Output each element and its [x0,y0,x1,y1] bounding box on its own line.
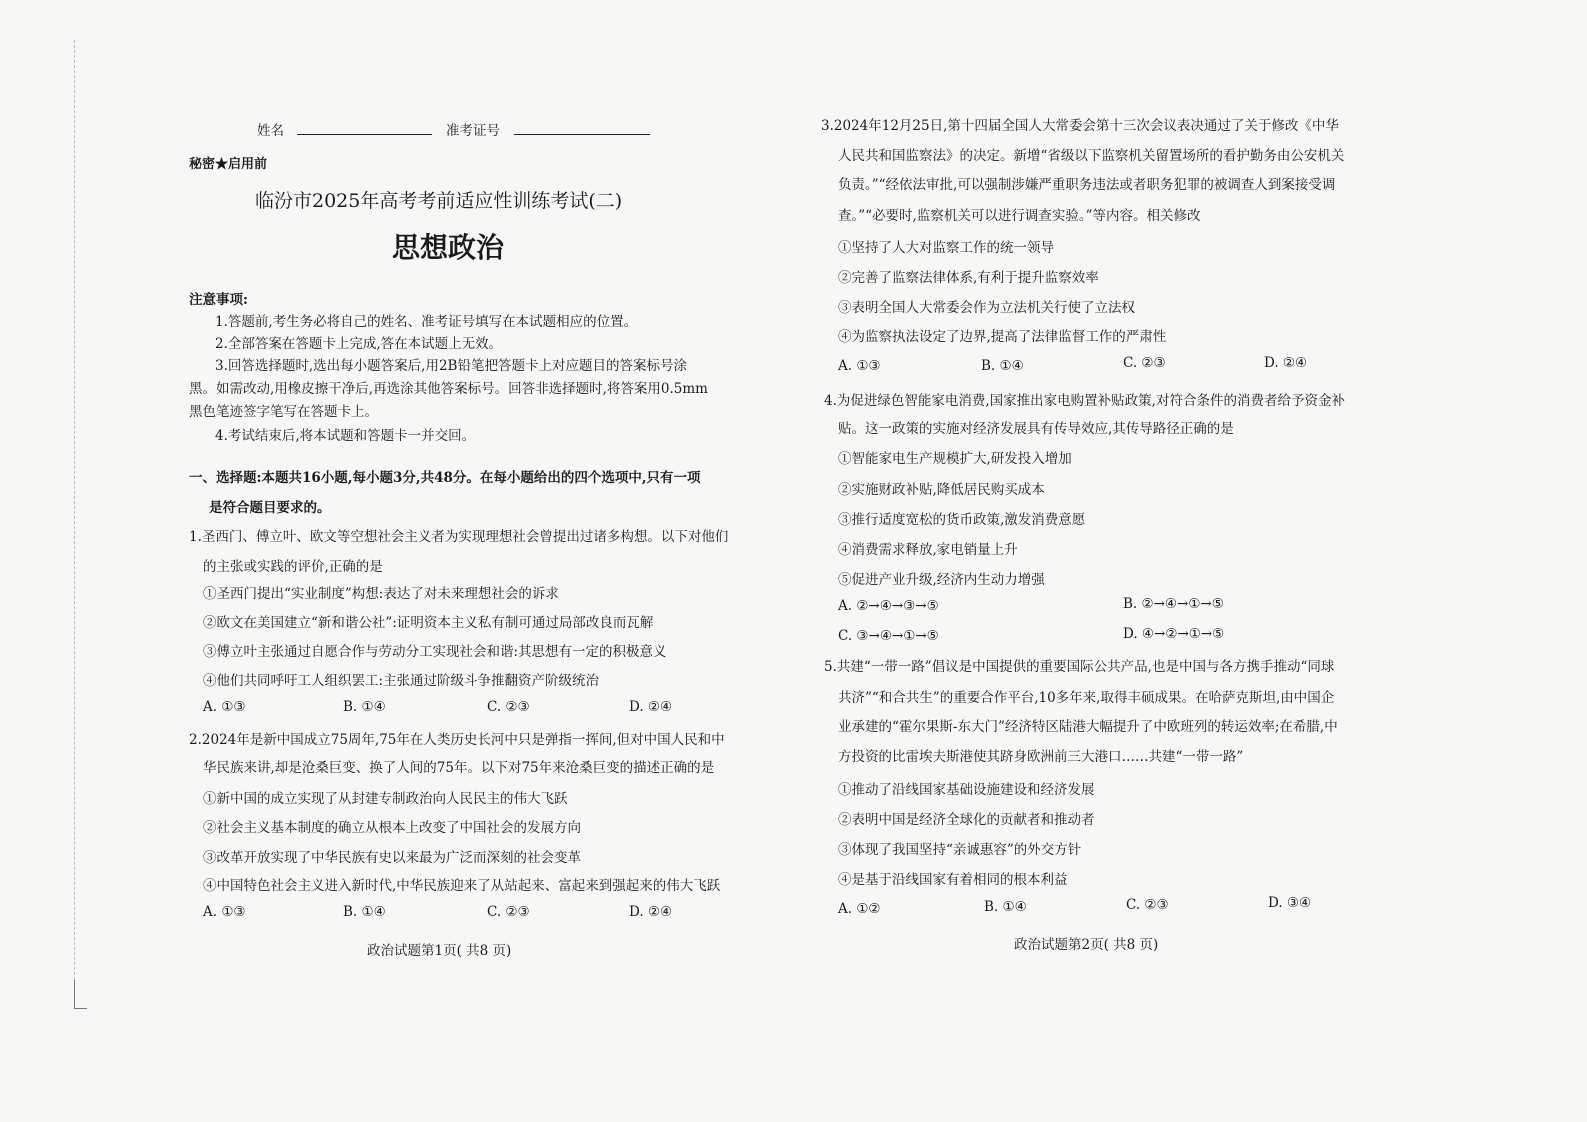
q2-choice-a: A. ①③ [203,904,246,920]
q3-statement-3: ③表明全国人大常委会作为立法机关行使了立法权 [838,300,1135,316]
section-1-heading: 一、选择题:本题共16小题,每小题3分,共48分。在每小题给出的四个选项中,只有一项 [189,470,701,486]
q5-stem-cont-1: 共济”“和合共生”的重要合作平台,10多年来,取得丰硕成果。在哈萨克斯坦,由中国企 [838,690,1335,706]
exam-title: 临汾市2025年高考考前适应性训练考试(二) [255,190,623,212]
q5-choice-d: D. ③④ [1268,895,1312,911]
q2-statement-4: ④中国特色社会主义进入新时代,中华民族迎来了从站起来、富起来到强起来的伟大飞跃 [203,878,721,894]
q4-statement-3: ③推行适度宽松的货币政策,激发消费意愿 [838,512,1086,528]
q5-statement-4: ④是基于沿线国家有着相同的根本利益 [838,872,1068,888]
q1-statement-1: ①圣西门提出“实业制度”构想:表达了对未来理想社会的诉求 [203,586,559,602]
q5-choice-c: C. ②③ [1126,897,1169,913]
q1-choice-b: B. ①④ [343,699,386,715]
q2-choice-b: B. ①④ [343,904,386,920]
q1-choice-d: D. ②④ [629,699,673,715]
q5-statement-1: ①推动了沿线国家基础设施建设和经济发展 [838,782,1095,798]
q4-statement-2: ②实施财政补贴,降低居民购买成本 [838,482,1045,498]
q1-stem-cont: 的主张或实践的评价,正确的是 [203,559,383,575]
q3-stem-cont-1: 人民共和国监察法》的决定。新增“省级以下监察机关留置场所的看护勤务由公安机关 [838,148,1345,164]
q3-statement-2: ②完善了监察法律体系,有利于提升监察效率 [838,270,1099,286]
q3-choice-c: C. ②③ [1123,355,1166,371]
q4-statement-1: ①智能家电生产规模扩大,研发投入增加 [838,451,1072,467]
q1-choice-a: A. ①③ [203,699,246,715]
q3-stem-cont-2: 负责。”“经依法审批,可以强制涉嫌严重职务违法或者职务犯罪的被调查人到案接受调 [838,177,1336,193]
q5-stem-cont-3: 方投资的比雷埃夫斯港使其跻身欧洲前三大港口……共建“一带一路” [838,749,1244,765]
q3-stem: 3.2024年12月25日,第十四届全国人大常委会第十三次会议表决通过了关于修改《中华 [821,118,1339,134]
q5-stem: 5.共建“一带一路”倡议是中国提供的重要国际公共产品,也是中国与各方携手推动“同球 [824,659,1335,675]
q4-stem-cont: 贴。这一政策的实施对经济发展具有传导效应,其传导路径正确的是 [838,421,1234,437]
q5-statement-3: ③体现了我国坚持“亲诚惠容”的外交方针 [838,842,1082,858]
q5-choice-a: A. ①② [838,901,881,917]
q3-choice-a: A. ①③ [838,358,881,374]
q4-choice-b: B. ②→④→①→⑤ [1123,596,1224,612]
q1-statement-3: ③傅立叶主张通过自愿合作与劳动分工实现社会和谐:其思想有一定的积极意义 [203,644,667,660]
q2-statement-1: ①新中国的成立实现了从封建专制政治向人民民主的伟大飞跃 [203,791,568,807]
note-1: 1.答题前,考生务必将自己的姓名、准考证号填写在本试题相应的位置。 [215,314,638,330]
note-3: 3.回答选择题时,选出每小题答案后,用2B铅笔把答题卡上对应题目的答案标号涂 [215,358,687,374]
name-blank [297,134,432,135]
q5-statement-2: ②表明中国是经济全球化的贡献者和推动者 [838,812,1095,828]
secret-label: 秘密★启用前 [189,157,268,172]
scan-edge-mark [74,40,75,1000]
q1-statement-2: ②欧文在美国建立“新和谐公社”:证明资本主义私有制可通过局部改良而瓦解 [203,615,654,631]
q3-choice-b: B. ①④ [981,358,1024,374]
q1-choice-c: C. ②③ [487,699,530,715]
subject-title: 思想政治 [392,231,505,264]
q3-choice-d: D. ②④ [1264,355,1308,371]
q4-stem: 4.为促进绿色智能家电消费,国家推出家电购置补贴政策,对符合条件的消费者给予资金补 [824,393,1345,409]
q1-stem: 1.圣西门、傅立叶、欧文等空想社会主义者为实现理想社会曾提出过诸多构想。以下对他们 [189,529,729,545]
q2-stem: 2.2024年是新中国成立75周年,75年在人类历史长河中只是弹指一挥间,但对中国人民和中 [189,732,725,748]
q3-stem-cont-3: 查。”“必要时,监察机关可以进行调查实验。”等内容。相关修改 [838,208,1201,224]
page-1-footer: 政治试题第1页( 共8 页) [367,943,512,959]
q2-stem-cont: 华民族来讲,却是沧桑巨变、换了人间的75年。以下对75年来沧桑巨变的描述正确的是 [203,760,715,776]
note-2: 2.全部答案在答题卡上完成,答在本试题上无效。 [215,336,503,352]
note-3-cont: 黑。如需改动,用橡皮擦干净后,再选涂其他答案标号。回答非选择题时,将答案用0.5mm [189,381,708,397]
q3-statement-4: ④为监察执法设定了边界,提高了法律监督工作的严肃性 [838,329,1167,345]
q2-choice-c: C. ②③ [487,904,530,920]
q4-choice-a: A. ②→④→③→⑤ [838,598,939,614]
scan-corner-mark [74,980,87,1009]
q2-choice-d: D. ②④ [629,904,673,920]
q4-choice-d: D. ④→②→①→⑤ [1123,626,1225,642]
q2-statement-2: ②社会主义基本制度的确立从根本上改变了中国社会的发展方向 [203,820,581,836]
q5-choice-b: B. ①④ [984,899,1027,915]
q2-statement-3: ③改革开放实现了中华民族有史以来最为广泛而深刻的社会变革 [203,850,581,866]
note-4: 4.考试结束后,将本试题和答题卡一并交回。 [215,428,476,444]
page-2-footer: 政治试题第2页( 共8 页) [1014,937,1159,953]
q5-stem-cont-2: 业承建的“霍尔果斯-东大门”经济特区陆港大幅提升了中欧班列的转运效率;在希腊,中 [838,719,1338,735]
exam-id-label: 准考证号 [446,123,500,139]
note-3-cont2: 黑色笔迹签字笔写在答题卡上。 [189,404,378,420]
exam-id-blank [514,134,650,135]
name-label: 姓名 [257,123,284,139]
q4-statement-5: ⑤促进产业升级,经济内生动力增强 [838,572,1045,588]
q1-statement-4: ④他们共同呼吁工人组织罢工:主张通过阶级斗争推翻资产阶级统治 [203,673,600,689]
q4-statement-4: ④消费需求释放,家电销量上升 [838,542,1018,558]
section-1-heading-cont: 是符合题目要求的。 [209,500,331,516]
q3-statement-1: ①坚持了人大对监察工作的统一领导 [838,240,1054,256]
notes-title: 注意事项: [189,292,248,308]
q4-choice-c: C. ③→④→①→⑤ [838,628,939,644]
